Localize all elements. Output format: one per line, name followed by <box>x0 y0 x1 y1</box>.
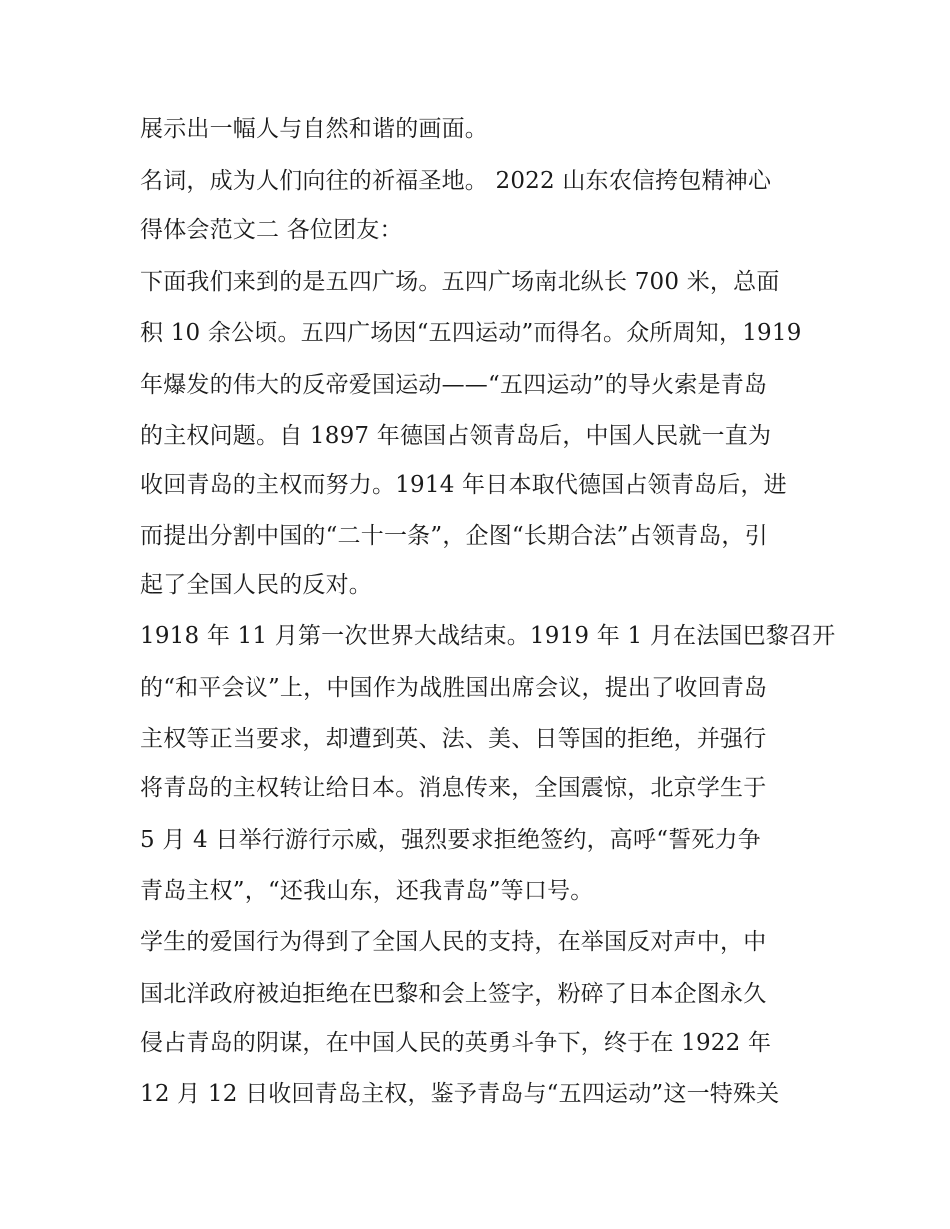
text-line: 起了全国人民的反对。 <box>140 572 372 598</box>
text-line: 下面我们来到的是五四广场。五四广场南北纵长 700 米，总面 <box>140 269 780 295</box>
text-line: 名词，成为人们向往的祈福圣地。 2022 山东农信挎包精神心 <box>140 168 772 194</box>
text-line: 12 月 12 日收回青岛主权，鉴予青岛与“五四运动”这一特殊关 <box>140 1081 780 1107</box>
text-line: 年爆发的伟大的反帝爱国运动——“五四运动”的导火索是青岛 <box>140 372 768 398</box>
text-line: 积 10 余公顷。五四广场因“五四运动”而得名。众所周知，1919 <box>140 320 802 346</box>
text-line: 1918 年 11 月第一次世界大战结束。1919 年 1 月在法国巴黎召开 <box>140 623 836 649</box>
text-line: 收回青岛的主权而努力。1914 年日本取代德国占领青岛后，进 <box>140 472 787 498</box>
text-line: 的“和平会议”上，中国作为战胜国出席会议，提出了收回青岛 <box>140 675 768 701</box>
text-line: 青岛主权”，“还我山东，还我青岛”等口号。 <box>140 878 594 904</box>
text-line: 将青岛的主权转让给日本。消息传来，全国震惊，北京学生于 <box>140 775 767 801</box>
text-line: 得体会范文二 各位团友： <box>140 217 403 243</box>
text-line: 的主权问题。自 1897 年德国占领青岛后，中国人民就一直为 <box>140 423 772 449</box>
text-line: 5 月 4 日举行游行示威，强烈要求拒绝签约，高呼“誓死力争 <box>140 827 761 853</box>
text-line: 国北洋政府被迫拒绝在巴黎和会上签字，粉碎了日本企图永久 <box>140 981 767 1007</box>
text-line: 侵占青岛的阴谋，在中国人民的英勇斗争下，终于在 1922 年 <box>140 1030 772 1056</box>
text-line: 主权等正当要求，却遭到英、法、美、日等国的拒绝，并强行 <box>140 726 767 752</box>
text-line: 展示出一幅人与自然和谐的画面。 <box>140 116 488 142</box>
text-line: 学生的爱国行为得到了全国人民的支持，在举国反对声中，中 <box>140 929 767 955</box>
text-line: 而提出分割中国的“二十一条”，企图“长期合法”占领青岛，引 <box>140 523 768 549</box>
